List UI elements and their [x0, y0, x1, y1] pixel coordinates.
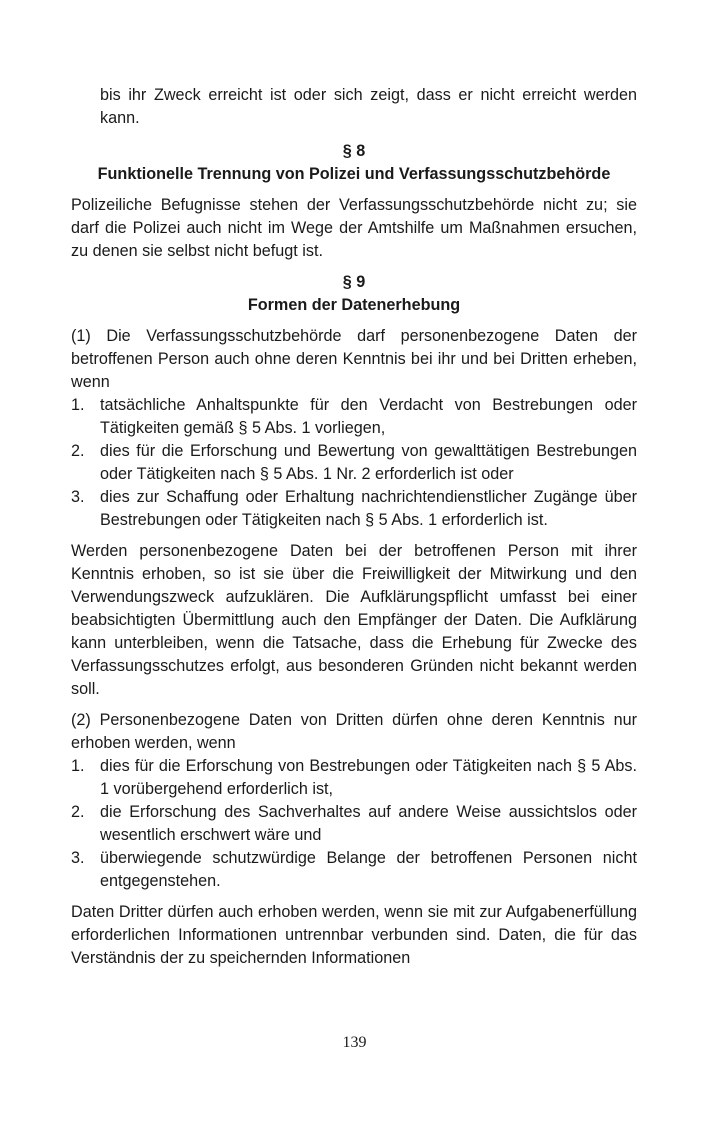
section-8-title: Funktionelle Trennung von Polizei und Verfassungsschutzbehörde: [97, 165, 611, 183]
list-item: [71, 440, 637, 486]
list-item-number: 1.: [71, 396, 85, 414]
list-item-number: 3.: [71, 849, 85, 867]
continuation-text: bis ihr Zweck erreicht ist oder sich zeigt, dass er nicht erreicht werden kann.: [100, 86, 637, 127]
list-item: [71, 394, 637, 440]
page-body: [71, 84, 637, 970]
section-8: [71, 140, 637, 263]
section-9-abs2-list: [71, 755, 637, 893]
section-9-title: Formen der Datenerhebung: [247, 296, 461, 314]
list-item-text: dies für die Erforschung und Bewertung von gewalttätigen Bestrebungen oder Tätigkeiten nach § 5 Abs. 1 Nr. 2 erforderlich ist oder: [100, 442, 637, 483]
section-9-abs2-intro: (2) Personenbezogene Daten von Dritten dürfen ohne deren Kenntnis nur erhoben werden, wenn: [71, 711, 637, 752]
list-item: [71, 847, 637, 893]
list-item-text: dies für die Erforschung von Bestrebungen oder Tätigkeiten nach § 5 Abs. 1 vorübergehend erforderlich ist,: [100, 757, 637, 798]
list-item-number: 3.: [71, 488, 85, 506]
section-9: [71, 271, 637, 970]
list-item-number: 1.: [71, 757, 85, 775]
section-9-abs1-list: [71, 394, 637, 532]
list-item-text: überwiegende schutzwürdige Belange der betroffenen Personen nicht entgegenstehen.: [100, 849, 637, 890]
list-item: [71, 801, 637, 847]
list-item-text: tatsächliche Anhaltspunkte für den Verdacht von Bestrebungen oder Tätigkeiten gemäß § 5 Abs. 1 vorliegen,: [100, 396, 637, 437]
list-item: [71, 486, 637, 532]
list-item-text: die Erforschung des Sachverhaltes auf andere Weise aussichtslos oder wesentlich erschwert wäre und: [100, 803, 637, 844]
list-item-number: 2.: [71, 803, 85, 821]
section-9-number: § 9: [342, 273, 366, 291]
section-9-abs1-intro: (1) Die Verfassungsschutzbehörde darf personenbezogene Daten der betroffenen Person auch ohne deren Kenntnis bei ihr und bei Dritten erheben, wenn: [71, 327, 637, 391]
section-9-abs1-followup: Werden personenbezogene Daten bei der betroffenen Person mit ihrer Kenntnis erhoben, so ist sie über die Freiwilligkeit der Mitwirkung und den Verwendungszweck aufzuklären. Die Aufklärungspflicht umfasst bei einer beabsichtigten Übermittlung auch den Empfänger der Daten. Die Aufklärung kann unterbleiben, wenn die Tatsache, dass die Erhebung für Zwecke des Verfassungsschutzes erfolgt, aus besonderen Gründen nicht bekannt werden soll.: [71, 542, 637, 698]
list-item: [71, 755, 637, 801]
list-item-text: dies zur Schaffung oder Erhaltung nachrichtendienstlicher Zugänge über Bestrebungen oder Tätigkeiten nach § 5 Abs. 1 erforderlich ist.: [100, 488, 637, 529]
section-9-abs2-followup: Daten Dritter dürfen auch erhoben werden, wenn sie mit zur Aufgabenerfüllung erforderlichen Informationen untrennbar verbunden sind. Daten, die für das Verständnis der zu speichernden Informationen: [71, 903, 637, 967]
section-8-number: § 8: [342, 142, 366, 160]
section-8-text: Polizeiliche Befugnisse stehen der Verfassungsschutzbehörde nicht zu; sie darf die Polizei auch nicht im Wege der Amtshilfe um Maßnahmen ersuchen, zu denen sie selbst nicht befugt ist.: [71, 196, 637, 260]
list-item-number: 2.: [71, 442, 85, 460]
page-number: 139: [342, 1034, 367, 1051]
